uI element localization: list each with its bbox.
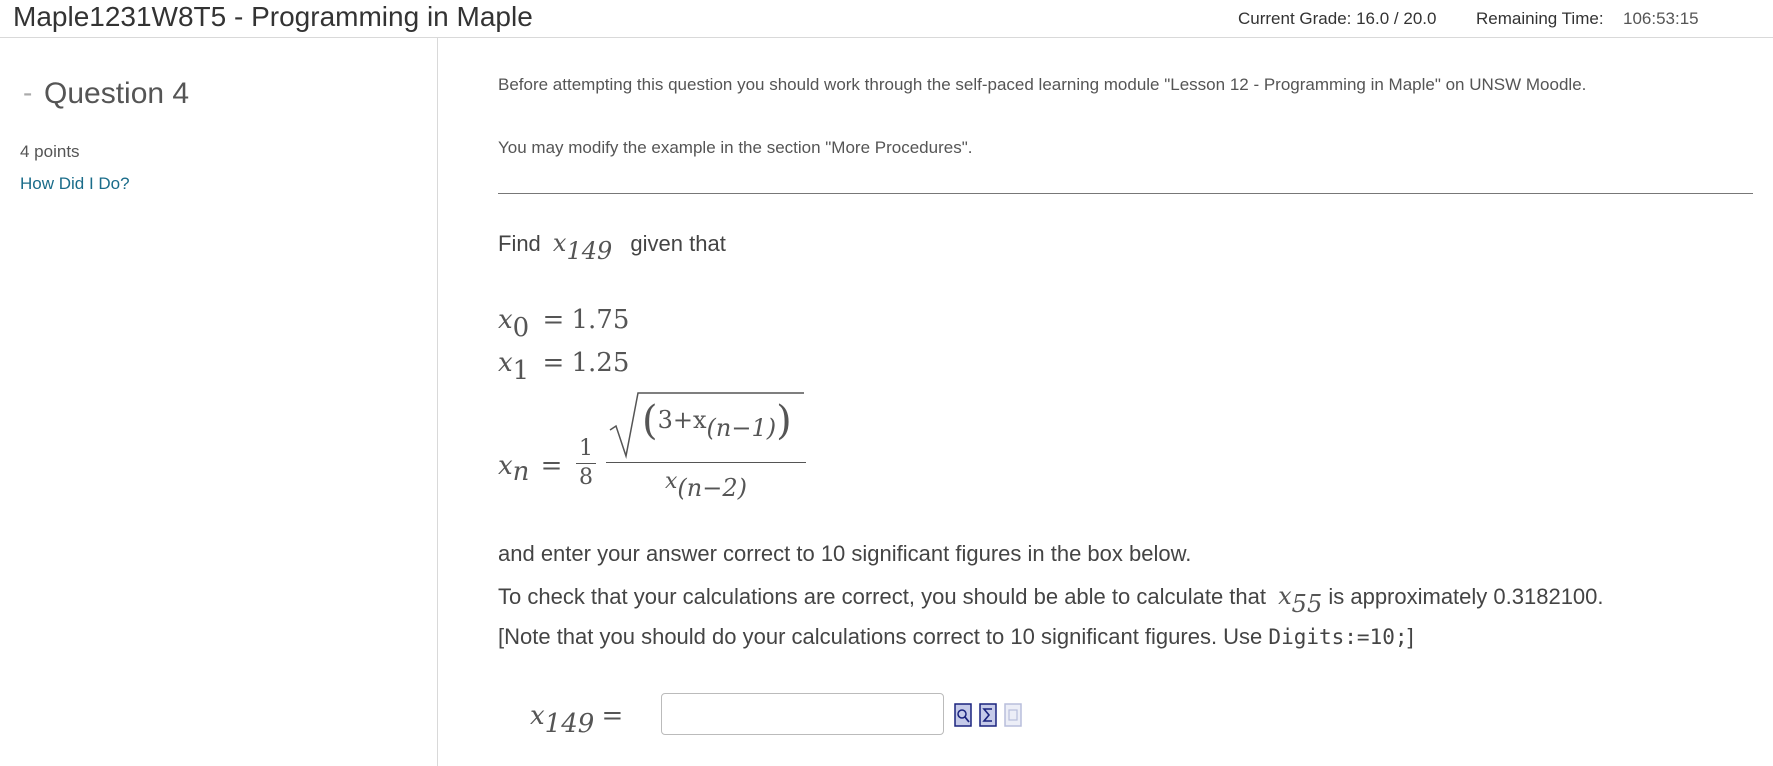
denominator-index: (n−2)	[677, 474, 747, 502]
assignment-title: Maple1231W8T5 - Programming in Maple	[13, 1, 533, 32]
note-instruction	[498, 624, 1414, 650]
x0-equation	[498, 304, 630, 343]
close-paren: )	[776, 398, 792, 444]
note-text-1: [Note that you should do your calculations correct to 10 significant figures. Use	[498, 624, 1263, 649]
note-text-2: ]	[1407, 624, 1414, 649]
check-text-1: To check that your calculations are correct, you should be able to calculate that	[498, 584, 1266, 609]
check-instruction	[498, 582, 1604, 618]
given-that-label: given that	[630, 231, 726, 256]
main-fraction-bar	[606, 462, 806, 463]
xn-index: n	[512, 457, 530, 487]
xn-variable: x	[498, 451, 513, 481]
x1-index: 1	[512, 356, 530, 386]
x1-value: 1.25	[571, 348, 630, 378]
current-grade: Current Grade: 16.0 / 20.0	[1238, 9, 1437, 28]
open-paren: (	[642, 398, 658, 444]
equals-sign: =	[542, 348, 565, 378]
check-index: 55	[1291, 590, 1323, 618]
fraction-denominator: 8	[579, 465, 593, 490]
answer-index: 149	[544, 709, 595, 739]
intro-text: Before attempting this question you should work through the self-paced learning module "Lesson 12 - Programming in Maple" on UNSW Moodle.	[498, 75, 1587, 94]
note-code: Digits:=10;	[1268, 625, 1408, 649]
equals-sign: =	[540, 451, 563, 481]
question-points: 4 points	[20, 142, 80, 161]
remaining-time-value: 106:53:15	[1623, 9, 1699, 28]
x0-variable: x	[498, 305, 513, 335]
denominator-variable: x	[665, 469, 678, 494]
answer-variable: x	[530, 701, 545, 731]
x1-variable: x	[498, 348, 513, 378]
equals-sign: =	[542, 305, 565, 335]
top-bar	[0, 0, 1773, 38]
answer-label	[530, 700, 624, 739]
find-statement	[498, 229, 726, 265]
question-title: Question 4	[44, 77, 190, 110]
x1-equation	[498, 347, 630, 386]
how-did-i-do-link[interactable]: How Did I Do?	[20, 174, 130, 193]
answer-input[interactable]	[661, 693, 944, 735]
target-variable: x	[552, 229, 567, 257]
paste-icon	[1004, 703, 1022, 727]
equals-sign: =	[601, 701, 624, 731]
enter-instruction: and enter your answer correct to 10 significant figures in the box below.	[498, 541, 1192, 566]
modify-note: You may modify the example in the section "More Procedures".	[498, 138, 973, 157]
sqrt-inner-text: 3+x	[657, 406, 707, 434]
fraction-numerator: 1	[579, 436, 593, 461]
x0-index: 0	[512, 313, 530, 343]
target-index: 149	[566, 237, 613, 265]
check-variable: x	[1278, 582, 1292, 610]
sqrt-inner-index: (n−1)	[706, 414, 777, 442]
check-text-2: is approximately 0.3182100.	[1328, 584, 1604, 609]
equation-editor-icon[interactable]	[979, 703, 997, 727]
x0-value: 1.75	[571, 305, 630, 335]
xn-equation	[498, 390, 818, 505]
preview-icon[interactable]	[954, 703, 972, 727]
remaining-time-label: Remaining Time:	[1476, 9, 1604, 28]
collapse-toggle[interactable]: -	[23, 77, 33, 108]
divider	[498, 193, 1753, 194]
fraction-bar	[576, 463, 596, 464]
find-label: Find	[498, 231, 541, 256]
